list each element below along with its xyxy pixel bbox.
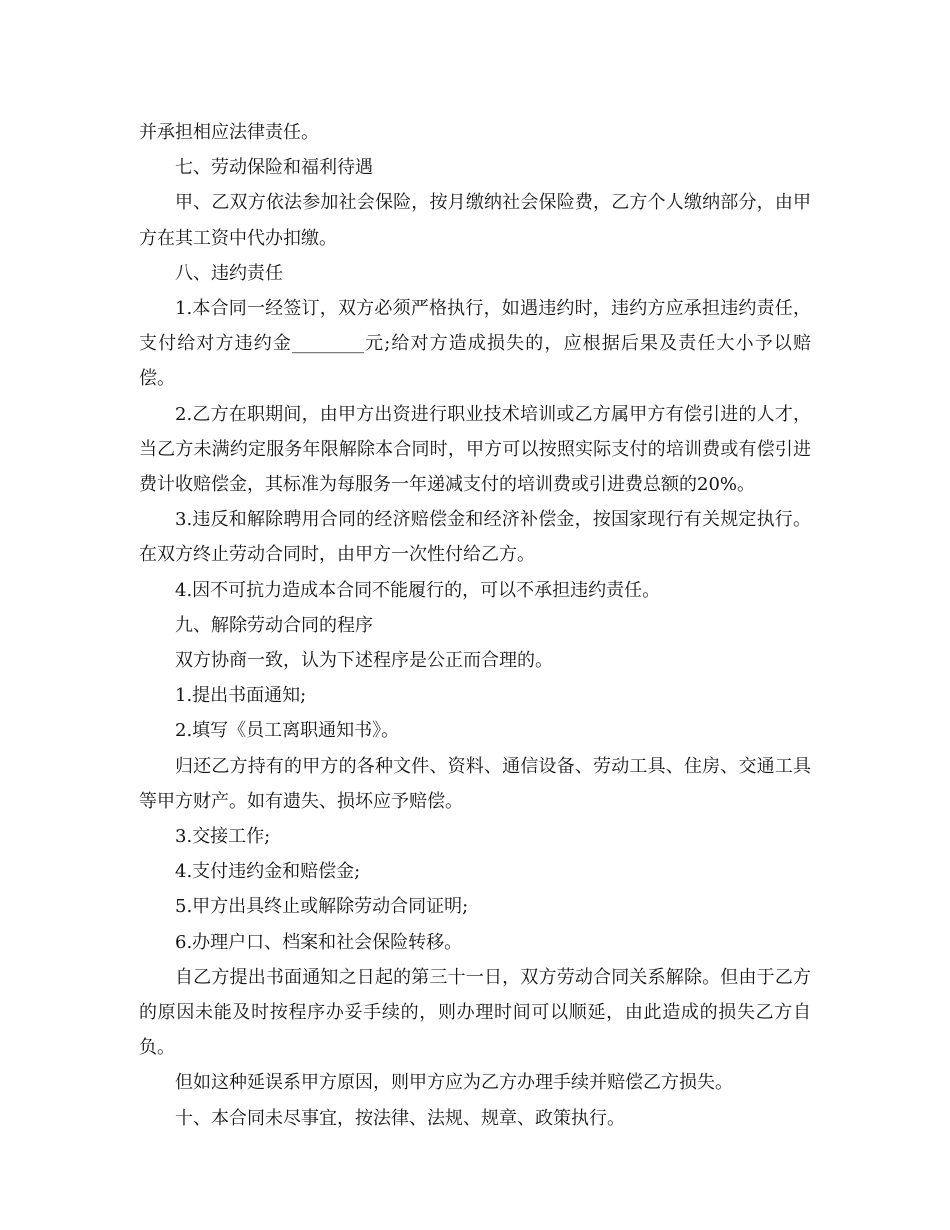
- paragraph: 但如这种延误系甲方原因，则甲方应为乙方办理手续并赔偿乙方损失。: [175, 1072, 733, 1094]
- list-item: 4.支付违约金和赔偿金;: [175, 861, 361, 883]
- list-item: 5.甲方出具终止或解除劳动合同证明;: [175, 896, 469, 918]
- list-item: 3.违反和解除聘用合同的经济赔偿金和经济补偿金，按国家现行有关规定执行。在双方终止劳动合同时，由甲方一次性付给乙方。: [139, 509, 811, 566]
- section-heading-8: 八、违约责任: [175, 262, 283, 284]
- list-item: 1.本合同一经签订，双方必须严格执行，如遇违约时，违约方应承担违约责任，支付给对方违约金________元;给对方造成损失的，应根据后果及责任大小予以赔偿。: [139, 298, 811, 390]
- list-item: 2.乙方在职期间，由甲方出资进行职业技术培训或乙方属甲方有偿引进的人才，当乙方未满约定服务年限解除本合同时，甲方可以按照实际支付的培训费或有偿引进费计收赔偿金，其标准为每服务一年递减支付的培训费或引进费总额的20%。: [139, 403, 811, 496]
- list-item: 4.因不可抗力造成本合同不能履行的，可以不承担违约责任。: [175, 579, 661, 601]
- list-item: 2.填写《员工离职通知书》。: [175, 720, 400, 742]
- section-heading-9: 九、解除劳动合同的程序: [175, 614, 373, 636]
- list-item: 3.交接工作;: [175, 826, 271, 848]
- paragraph: 双方协商一致，认为下述程序是公正而合理的。: [175, 650, 553, 672]
- section-heading-10: 十、本合同未尽事宜，按法律、法规、规章、政策执行。: [175, 1107, 625, 1129]
- paragraph: 归还乙方持有的甲方的各种文件、资料、通信设备、劳动工具、住房、交通工具等甲方财产。如有遗失、损坏应予赔偿。: [139, 755, 811, 812]
- paragraph-continuation: 并承担相应法律责任。: [139, 122, 319, 143]
- section-heading-7: 七、劳动保险和福利待遇: [175, 157, 373, 179]
- paragraph: 甲、乙双方依法参加社会保险，按月缴纳社会保险费，乙方个人缴纳部分，由甲方在其工资中代办扣缴。: [139, 192, 811, 249]
- list-item: 6.办理户口、档案和社会保险转移。: [175, 931, 463, 953]
- list-item: 1.提出书面通知;: [175, 685, 307, 707]
- paragraph: 自乙方提出书面通知之日起的第三十一日，双方劳动合同关系解除。但由于乙方的原因未能及时按程序办妥手续的，则办理时间可以顺延，由此造成的损失乙方自负。: [139, 966, 811, 1059]
